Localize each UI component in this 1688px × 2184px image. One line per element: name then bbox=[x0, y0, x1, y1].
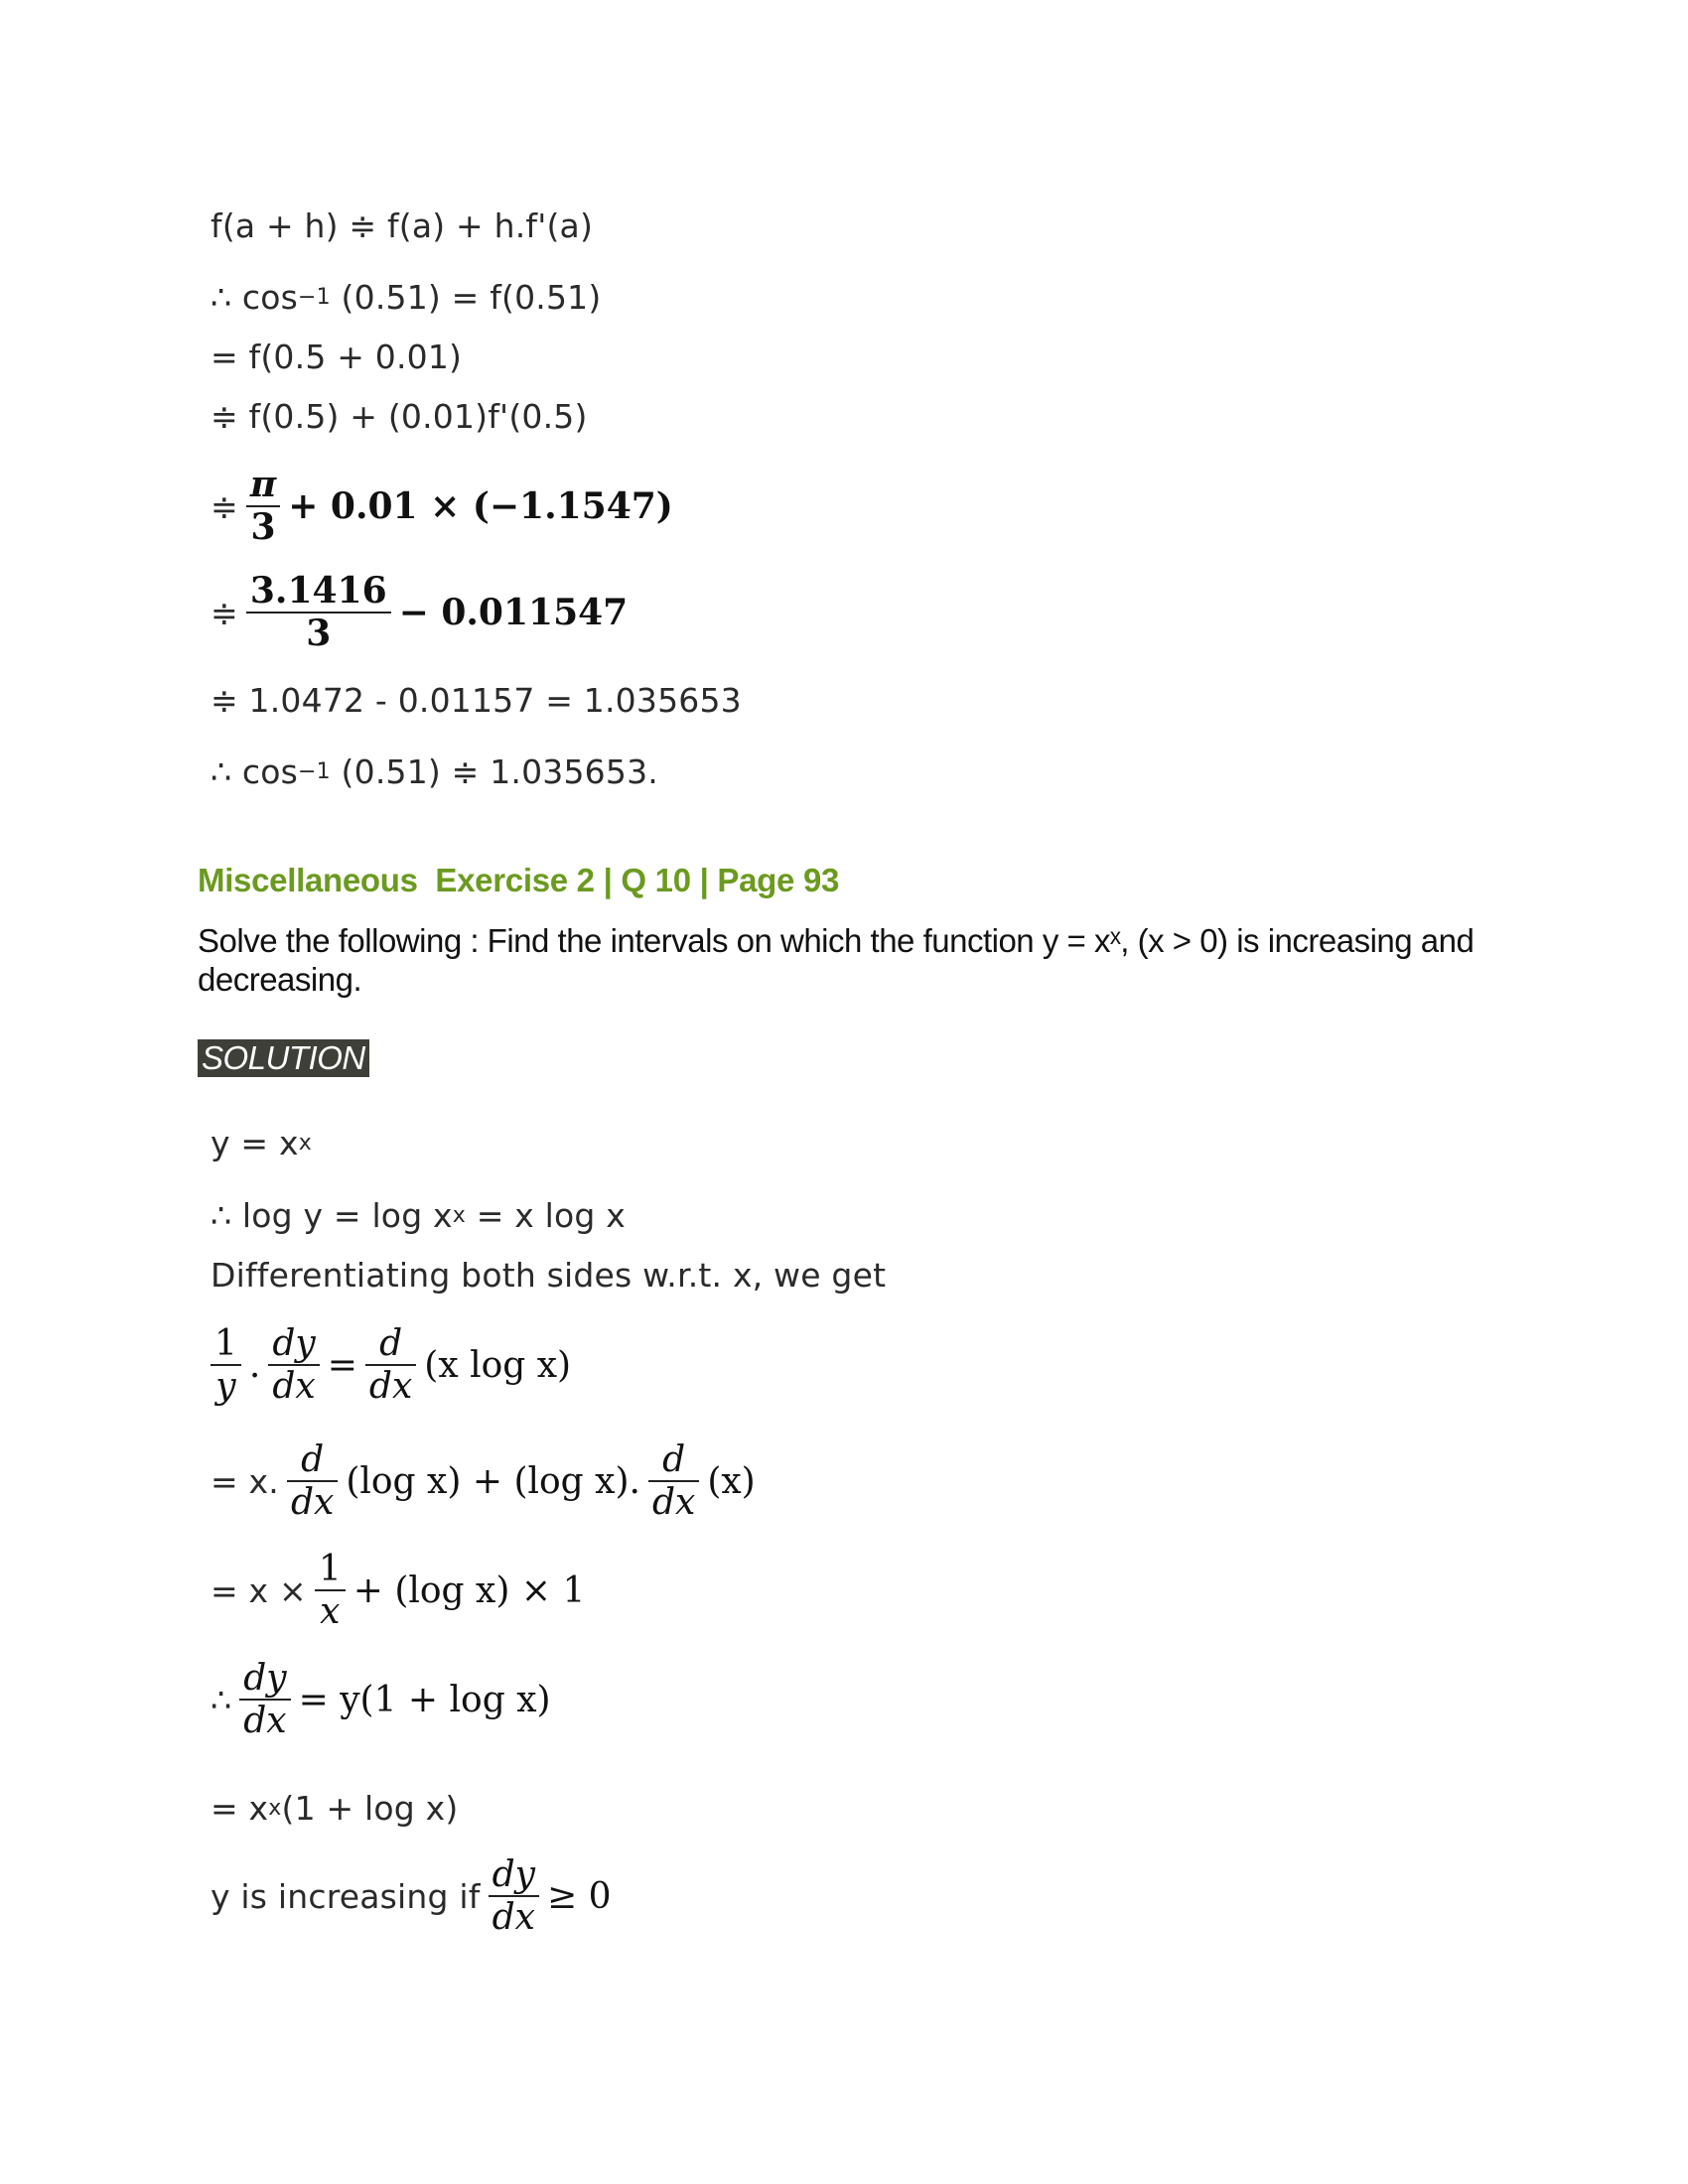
eq-text: f(a + h) ≑ f(a) + h.f'(a) bbox=[211, 206, 594, 245]
eq-line-1 bbox=[211, 206, 593, 245]
sol-line-8: = x x (1 + log x) bbox=[211, 1789, 459, 1828]
denominator: dx bbox=[290, 1482, 335, 1524]
solution-badge: SOLUTION bbox=[198, 1039, 369, 1077]
eq-text: (0.51) ≑ 1.035653. bbox=[330, 752, 658, 791]
eq-line-6 bbox=[211, 571, 628, 655]
sol-line-9 bbox=[211, 1854, 611, 1939]
fraction bbox=[365, 1323, 416, 1408]
denominator: dx bbox=[243, 1701, 287, 1742]
numerator: dy bbox=[243, 1658, 287, 1699]
eq-text: (1 + log x) bbox=[281, 1789, 459, 1828]
sol-line-7 bbox=[211, 1658, 551, 1742]
approx-symbol: ≑ bbox=[211, 593, 238, 632]
denominator: dx bbox=[272, 1366, 316, 1408]
eq-text: ∴ log y = log x bbox=[211, 1196, 453, 1235]
sol-line-1: y = x x bbox=[211, 1124, 312, 1162]
therefore-symbol: ∴ bbox=[211, 1680, 232, 1719]
eq-text: = x × bbox=[211, 1570, 307, 1610]
eq-text: y is increasing if bbox=[211, 1876, 481, 1916]
eq-text: ≑ f(0.5) + (0.01)f'(0.5) bbox=[211, 397, 588, 436]
eq-line-2: ∴ cos −1 (0.51) = f(0.51) bbox=[211, 278, 602, 317]
eq-text: = x bbox=[211, 1789, 269, 1828]
numerator: π bbox=[249, 464, 277, 505]
eq-text: y = x bbox=[211, 1124, 299, 1162]
eq-text: ≑ 1.0472 - 0.01157 = 1.035653 bbox=[211, 681, 742, 720]
numerator: d bbox=[379, 1323, 403, 1364]
eq-text: (x) bbox=[707, 1460, 756, 1502]
question-heading: Miscellaneous Exercise 2 | Q 10 | Page 93 bbox=[198, 862, 840, 898]
eq-text: = y(1 + log x) bbox=[298, 1679, 551, 1720]
fraction bbox=[648, 1439, 699, 1524]
eq-line-4 bbox=[211, 397, 588, 436]
numerator: dy bbox=[492, 1854, 535, 1895]
eq-line-3 bbox=[211, 338, 462, 376]
equals-sign: = bbox=[327, 1344, 357, 1386]
numerator: 3.1416 bbox=[249, 570, 387, 612]
denominator: y bbox=[215, 1366, 236, 1408]
fraction bbox=[489, 1854, 539, 1939]
eq-line-7 bbox=[211, 681, 742, 720]
sol-line-4 bbox=[211, 1323, 571, 1408]
eq-text: ∴ cos bbox=[211, 278, 299, 317]
eq-text: ≥ 0 bbox=[546, 1875, 612, 1917]
sol-line-2: ∴ log y = log x x = x log x bbox=[211, 1196, 626, 1235]
eq-text: (0.51) = f(0.51) bbox=[330, 278, 602, 317]
eq-text: (log x) + (log x). bbox=[346, 1460, 640, 1502]
eq-text: − 0.011547 bbox=[398, 592, 629, 634]
denominator: dx bbox=[368, 1366, 413, 1408]
fraction bbox=[211, 1323, 241, 1408]
numerator: d bbox=[662, 1439, 686, 1480]
eq-text: (x log x) bbox=[424, 1344, 572, 1386]
fraction bbox=[287, 1439, 338, 1524]
fraction bbox=[246, 465, 280, 549]
eq-line-5 bbox=[211, 465, 673, 549]
numerator: d bbox=[301, 1439, 325, 1480]
sol-line-6 bbox=[211, 1549, 585, 1633]
denominator: dx bbox=[651, 1482, 696, 1524]
fraction bbox=[268, 1323, 319, 1408]
approx-symbol: ≑ bbox=[211, 486, 238, 526]
dot-operator: . bbox=[248, 1344, 261, 1386]
question-text: Solve the following : Find the intervals on which the function y = xˣ, (x > 0) is increasing and decreasing. bbox=[198, 922, 1475, 998]
eq-text: = x. bbox=[211, 1461, 279, 1501]
denominator: 3 bbox=[250, 506, 276, 549]
sol-line-5 bbox=[211, 1439, 756, 1524]
numerator: 1 bbox=[318, 1549, 342, 1589]
eq-text: + 0.01 × (−1.1547) bbox=[288, 485, 673, 528]
denominator: 3 bbox=[306, 613, 332, 655]
eq-line-8: ∴ cos −1 (0.51) ≑ 1.035653. bbox=[211, 752, 658, 791]
denominator: x bbox=[320, 1591, 341, 1633]
eq-text: Differentiating both sides w.r.t. x, we get bbox=[211, 1256, 887, 1295]
sol-line-3 bbox=[211, 1256, 886, 1295]
eq-text: ∴ cos bbox=[211, 752, 299, 791]
fraction bbox=[246, 571, 391, 655]
numerator: dy bbox=[272, 1323, 316, 1364]
eq-text: + (log x) × 1 bbox=[352, 1570, 586, 1611]
numerator: 1 bbox=[214, 1323, 237, 1364]
fraction bbox=[239, 1658, 290, 1742]
fraction bbox=[315, 1549, 346, 1633]
eq-text: = x log x bbox=[466, 1196, 626, 1235]
denominator: dx bbox=[492, 1897, 535, 1939]
eq-text: = f(0.5 + 0.01) bbox=[211, 338, 463, 376]
